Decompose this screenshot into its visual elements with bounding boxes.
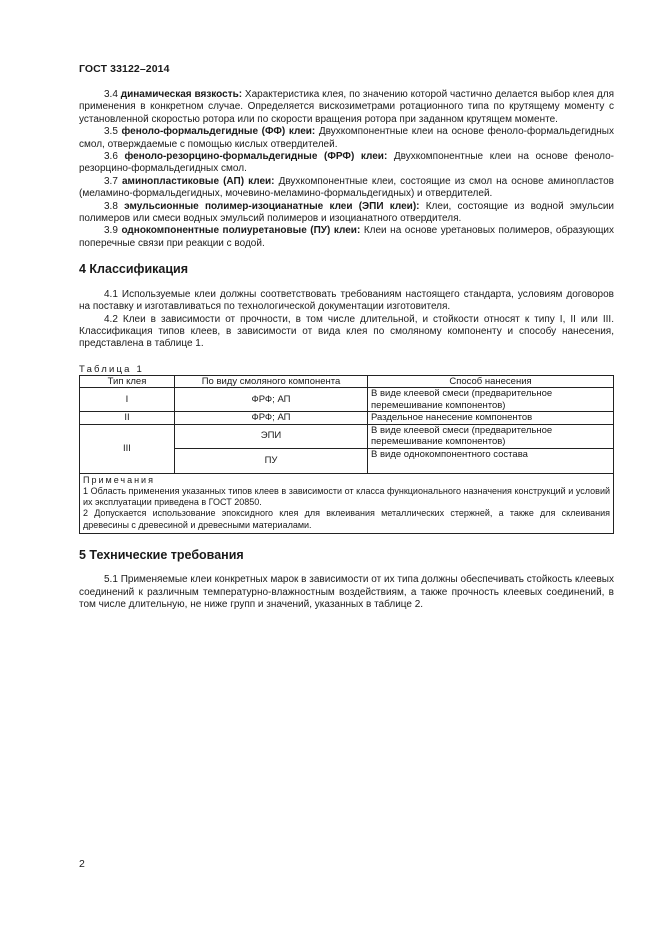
term-number: 3.7 [104, 175, 118, 187]
section-5-heading: 5 Технические требования [79, 547, 244, 562]
cell-type: II [80, 412, 175, 425]
table-row [80, 388, 614, 412]
term-definition: Двухкомпонентные клеи на основе феноло-формальдегидных смол, отверждаемые с помощью кислых отвердителей. [79, 126, 614, 150]
column-header-method: Способ нанесения [368, 375, 614, 388]
term-name: аминопластиковые (АП) клеи: [121, 175, 275, 187]
term-number: 3.6 [104, 151, 118, 163]
term-definition: Клеи, состоящие из водной эмульсии полимеров или смеси водных эмульсий полимеров и изоцианатного отвердителя. [79, 200, 615, 225]
term-name: динамическая вязкость: [120, 89, 243, 100]
table-row [80, 412, 614, 425]
cell-method: В виде клеевой смеси (предварительное перемешивание компонентов) [368, 424, 614, 448]
table-header-row [80, 375, 614, 388]
cell-resin: ФРФ; АП [175, 388, 368, 412]
column-header-resin: По виду смоляного компонента [175, 375, 368, 388]
term-3-5 [79, 126, 614, 151]
column-header-type: Тип клея [80, 375, 175, 388]
note-1: 1 Область применения указанных типов клеев в зависимости от класса функционального назначения конструкций и условий их эксплуатации приведена в ГОСТ 20850. [83, 485, 610, 508]
term-definition: Клеи на основе уретановых полимеров, образующих поперечные связи при реакции с водой. [79, 225, 615, 249]
classification-table [79, 375, 614, 534]
note-2: 2 Допускается использование эпоксидного клея для вклеивания металлических стержней, а также для склеивания древесины с древесиной и древесными материалами. [83, 508, 610, 530]
cell-type: III [80, 424, 175, 473]
table-notes-row [80, 473, 614, 533]
term-3-8 [79, 201, 614, 226]
table-notes [80, 473, 614, 533]
table-1-caption: Таблица 1 [79, 363, 144, 375]
cell-method: В виде однокомпонентного состава [368, 448, 614, 473]
cell-resin: ПУ [175, 448, 368, 473]
section-4-heading: 4 Классификация [79, 262, 189, 277]
cell-resin: ФРФ; АП [175, 412, 368, 425]
term-name: феноло-резорцино-формальдегидные (ФРФ) клеи: [124, 151, 388, 163]
term-number: 3.5 [104, 126, 118, 138]
term-3-4 [79, 89, 614, 126]
term-number: 3.8 [104, 200, 118, 212]
term-3-6 [79, 151, 614, 176]
document-header: ГОСТ 33122–2014 [79, 63, 170, 75]
term-name: однокомпонентные полиуретановые (ПУ) клеи: [121, 225, 361, 237]
cell-resin: ЭПИ [175, 424, 368, 448]
term-definition: Двухкомпонентные клеи, состоящие из смол на основе аминопластов (меламино-формальдегидных, мочевино-меламино-формальдегидных) и отвердителей. [79, 175, 614, 200]
paragraph-4-1: 4.1 Используемые клеи должны соответствовать требованиям настоящего стандарта, условиям договоров на поставку и изготавливаться по технологической документации изготовителя. [79, 288, 614, 313]
term-definition: Двухкомпонентные клеи на основе феноло- резорцино-формальдегидных смол. [79, 151, 615, 175]
term-number: 3.9 [104, 225, 118, 237]
term-definition: Характеристика клея, по значению которой частично делается выбор клея для применения в конкретном случае. Определяется вискозиметрами ротационного типа по крутящему моменту с установленной скоростью ротора или по скорости вращения ротора при заданном крутящем моменте. [79, 89, 614, 125]
table-row [80, 424, 614, 448]
page-number: 2 [79, 858, 85, 870]
notes-title: Примечания [83, 474, 155, 485]
cell-type: I [80, 388, 175, 412]
page-content [79, 89, 614, 611]
term-name: феноло-формальдегидные (ФФ) клеи: [121, 126, 316, 138]
paragraph-5-1: 5.1 Применяемые клеи конкретных марок в зависимости от их типа должны обеспечивать стойкость клеевых соединений к различным температурно-влажностным воздействиям, а также прочность клеевых соединений, в том числе длительную, не ниже групп и значений, указанных в таблице 2. [79, 574, 614, 610]
term-3-9 [79, 225, 614, 250]
cell-method: В виде клеевой смеси (предварительное перемешивание компонентов) [368, 388, 614, 412]
paragraph-4-2: 4.2 Клеи в зависимости от прочности, в том числе длительной, и стойкости относят к типу I, II или III. Классификация типов клеев, в зависимости от вида клея по смоляному компоненту и способу нанесения, представлена в таблице 1. [79, 313, 614, 350]
cell-method: Раздельное нанесение компонентов [368, 412, 614, 425]
term-name: эмульсионные полимер-изоцианатные клеи (ЭПИ клеи): [124, 200, 420, 212]
term-number: 3.4 [104, 89, 118, 100]
term-3-7 [79, 176, 614, 201]
